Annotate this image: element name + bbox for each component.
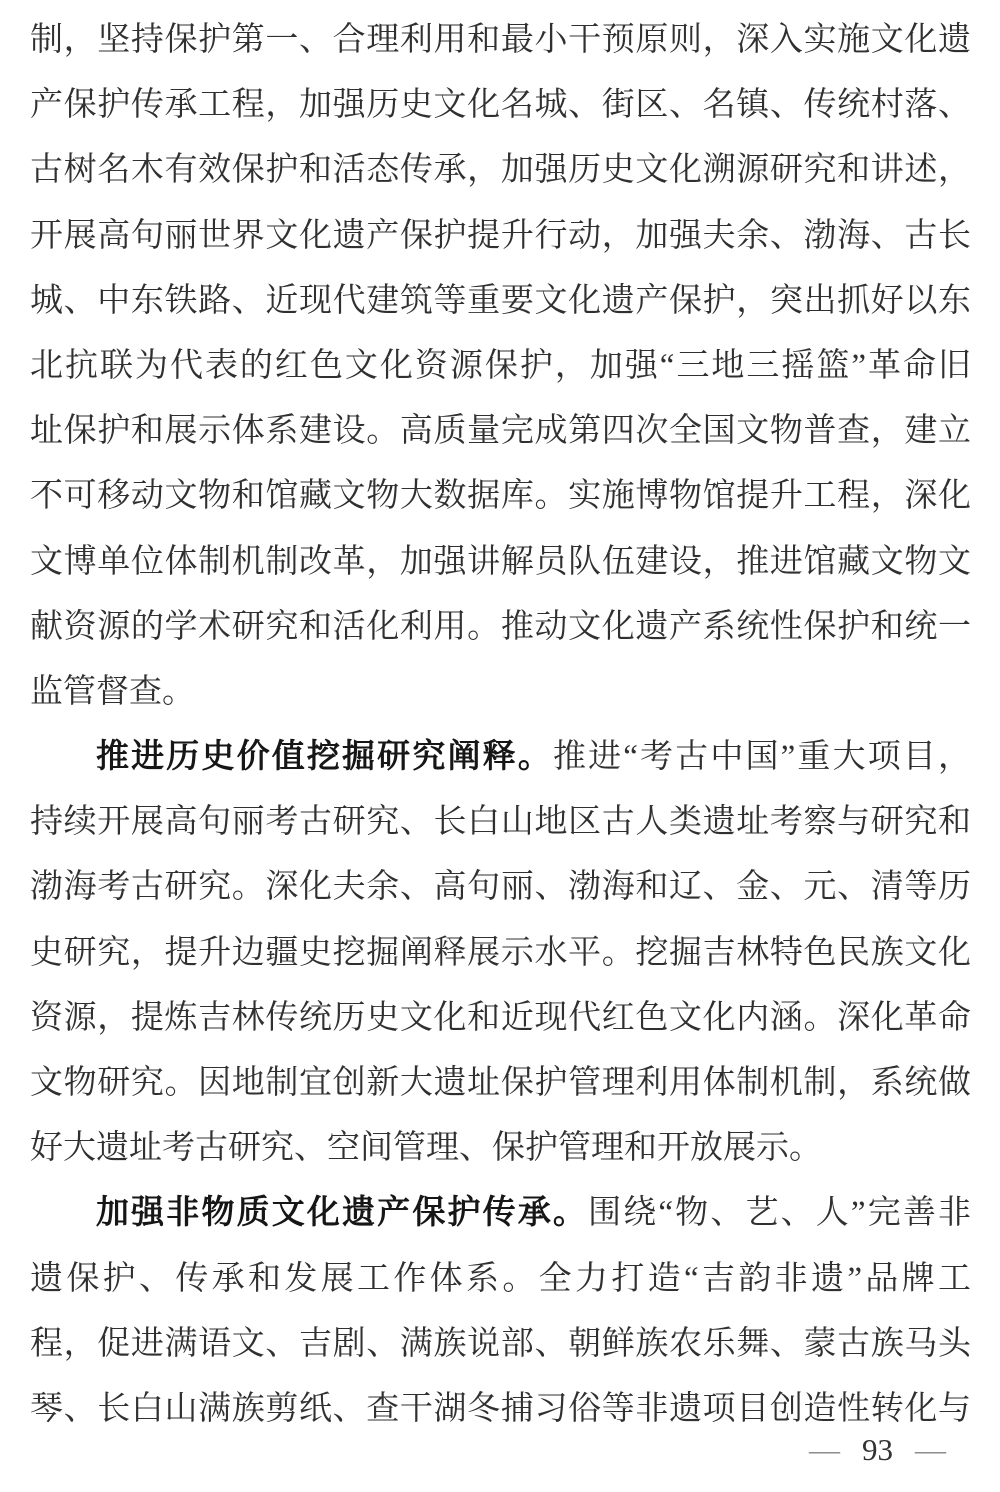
- document-body: [30, 8, 971, 1442]
- text-line: 北抗联为代表的红色文化资源保护，加强“三地三摇篮”革命旧: [30, 347, 971, 384]
- text-line: [30, 725, 971, 790]
- text-line: 制，坚持保护第一、合理利用和最小干预原则，深入实施文化遗: [30, 22, 971, 58]
- text-line: 文物研究。因地制宜创新大遗址保护管理利用体制机制，系统做: [30, 1065, 971, 1101]
- text-line: 不可移动文物和馆藏文物大数据库。实施博物馆提升工程，深化: [30, 478, 971, 515]
- text-line: 程，促进满语文、吉剧、满族说部、朝鲜族农乐舞、蒙古族马头: [30, 1325, 971, 1362]
- paragraph-lead-bold: 加强非物质文化遗产保护传承。: [96, 1195, 589, 1232]
- paragraph-intangible-heritage: [30, 1181, 971, 1442]
- paragraph-continuation: [30, 8, 971, 725]
- text-line: 开展高句丽世界文化遗产保护提升行动，加强夫余、渤海、古长: [30, 217, 971, 254]
- text-line: 持续开展高句丽考古研究、长白山地区古人类遗址考察与研究和: [30, 804, 971, 841]
- text-line: 渤海考古研究。深化夫余、高句丽、渤海和辽、金、元、清等历: [30, 869, 971, 906]
- text-segment: 围绕“物、艺、人”完善非: [588, 1195, 972, 1232]
- text-line: [30, 1181, 971, 1246]
- text-line: 产保护传承工程，加强历史文化名城、街区、名镇、传统村落、: [30, 87, 971, 124]
- text-line: 琴、长白山满族剪纸、查干湖冬捕习俗等非遗项目创造性转化与: [30, 1390, 971, 1427]
- footer-dash-right: —: [915, 1432, 946, 1467]
- paragraph-history-research: [30, 725, 971, 1181]
- text-line: 址保护和展示体系建设。高质量完成第四次全国文物普查，建立: [30, 413, 971, 450]
- text-segment: 推进“考古中国”重大项目，: [552, 739, 972, 776]
- page-footer: [805, 1428, 950, 1472]
- text-line: 资源，提炼吉林传统历史文化和近现代红色文化内涵。深化革命: [30, 999, 971, 1036]
- text-line: 史研究，提升边疆史挖掘阐释展示水平。挖掘吉林特色民族文化: [30, 934, 971, 971]
- text-line: 监管督查。: [30, 673, 195, 710]
- paragraph-lead-bold: 推进历史价值挖掘研究阐释。: [96, 739, 553, 776]
- text-line: 文博单位体制机制改革，加强讲解员队伍建设，推进馆藏文物文: [30, 543, 971, 580]
- text-line: 好大遗址考古研究、空间管理、保护管理和开放展示。: [30, 1130, 822, 1167]
- footer-dash-left: —: [809, 1432, 840, 1467]
- text-line: 遗保护、传承和发展工作体系。全力打造“吉韵非遗”品牌工: [30, 1260, 971, 1297]
- text-line: 城、中东铁路、近现代建筑等重要文化遗产保护，突出抓好以东: [30, 282, 971, 319]
- text-line: 古树名木有效保护和活态传承，加强历史文化溯源研究和讲述，: [30, 152, 971, 189]
- text-line: 献资源的学术研究和活化利用。推动文化遗产系统性保护和统一: [30, 608, 971, 645]
- page-number: 93: [862, 1432, 893, 1467]
